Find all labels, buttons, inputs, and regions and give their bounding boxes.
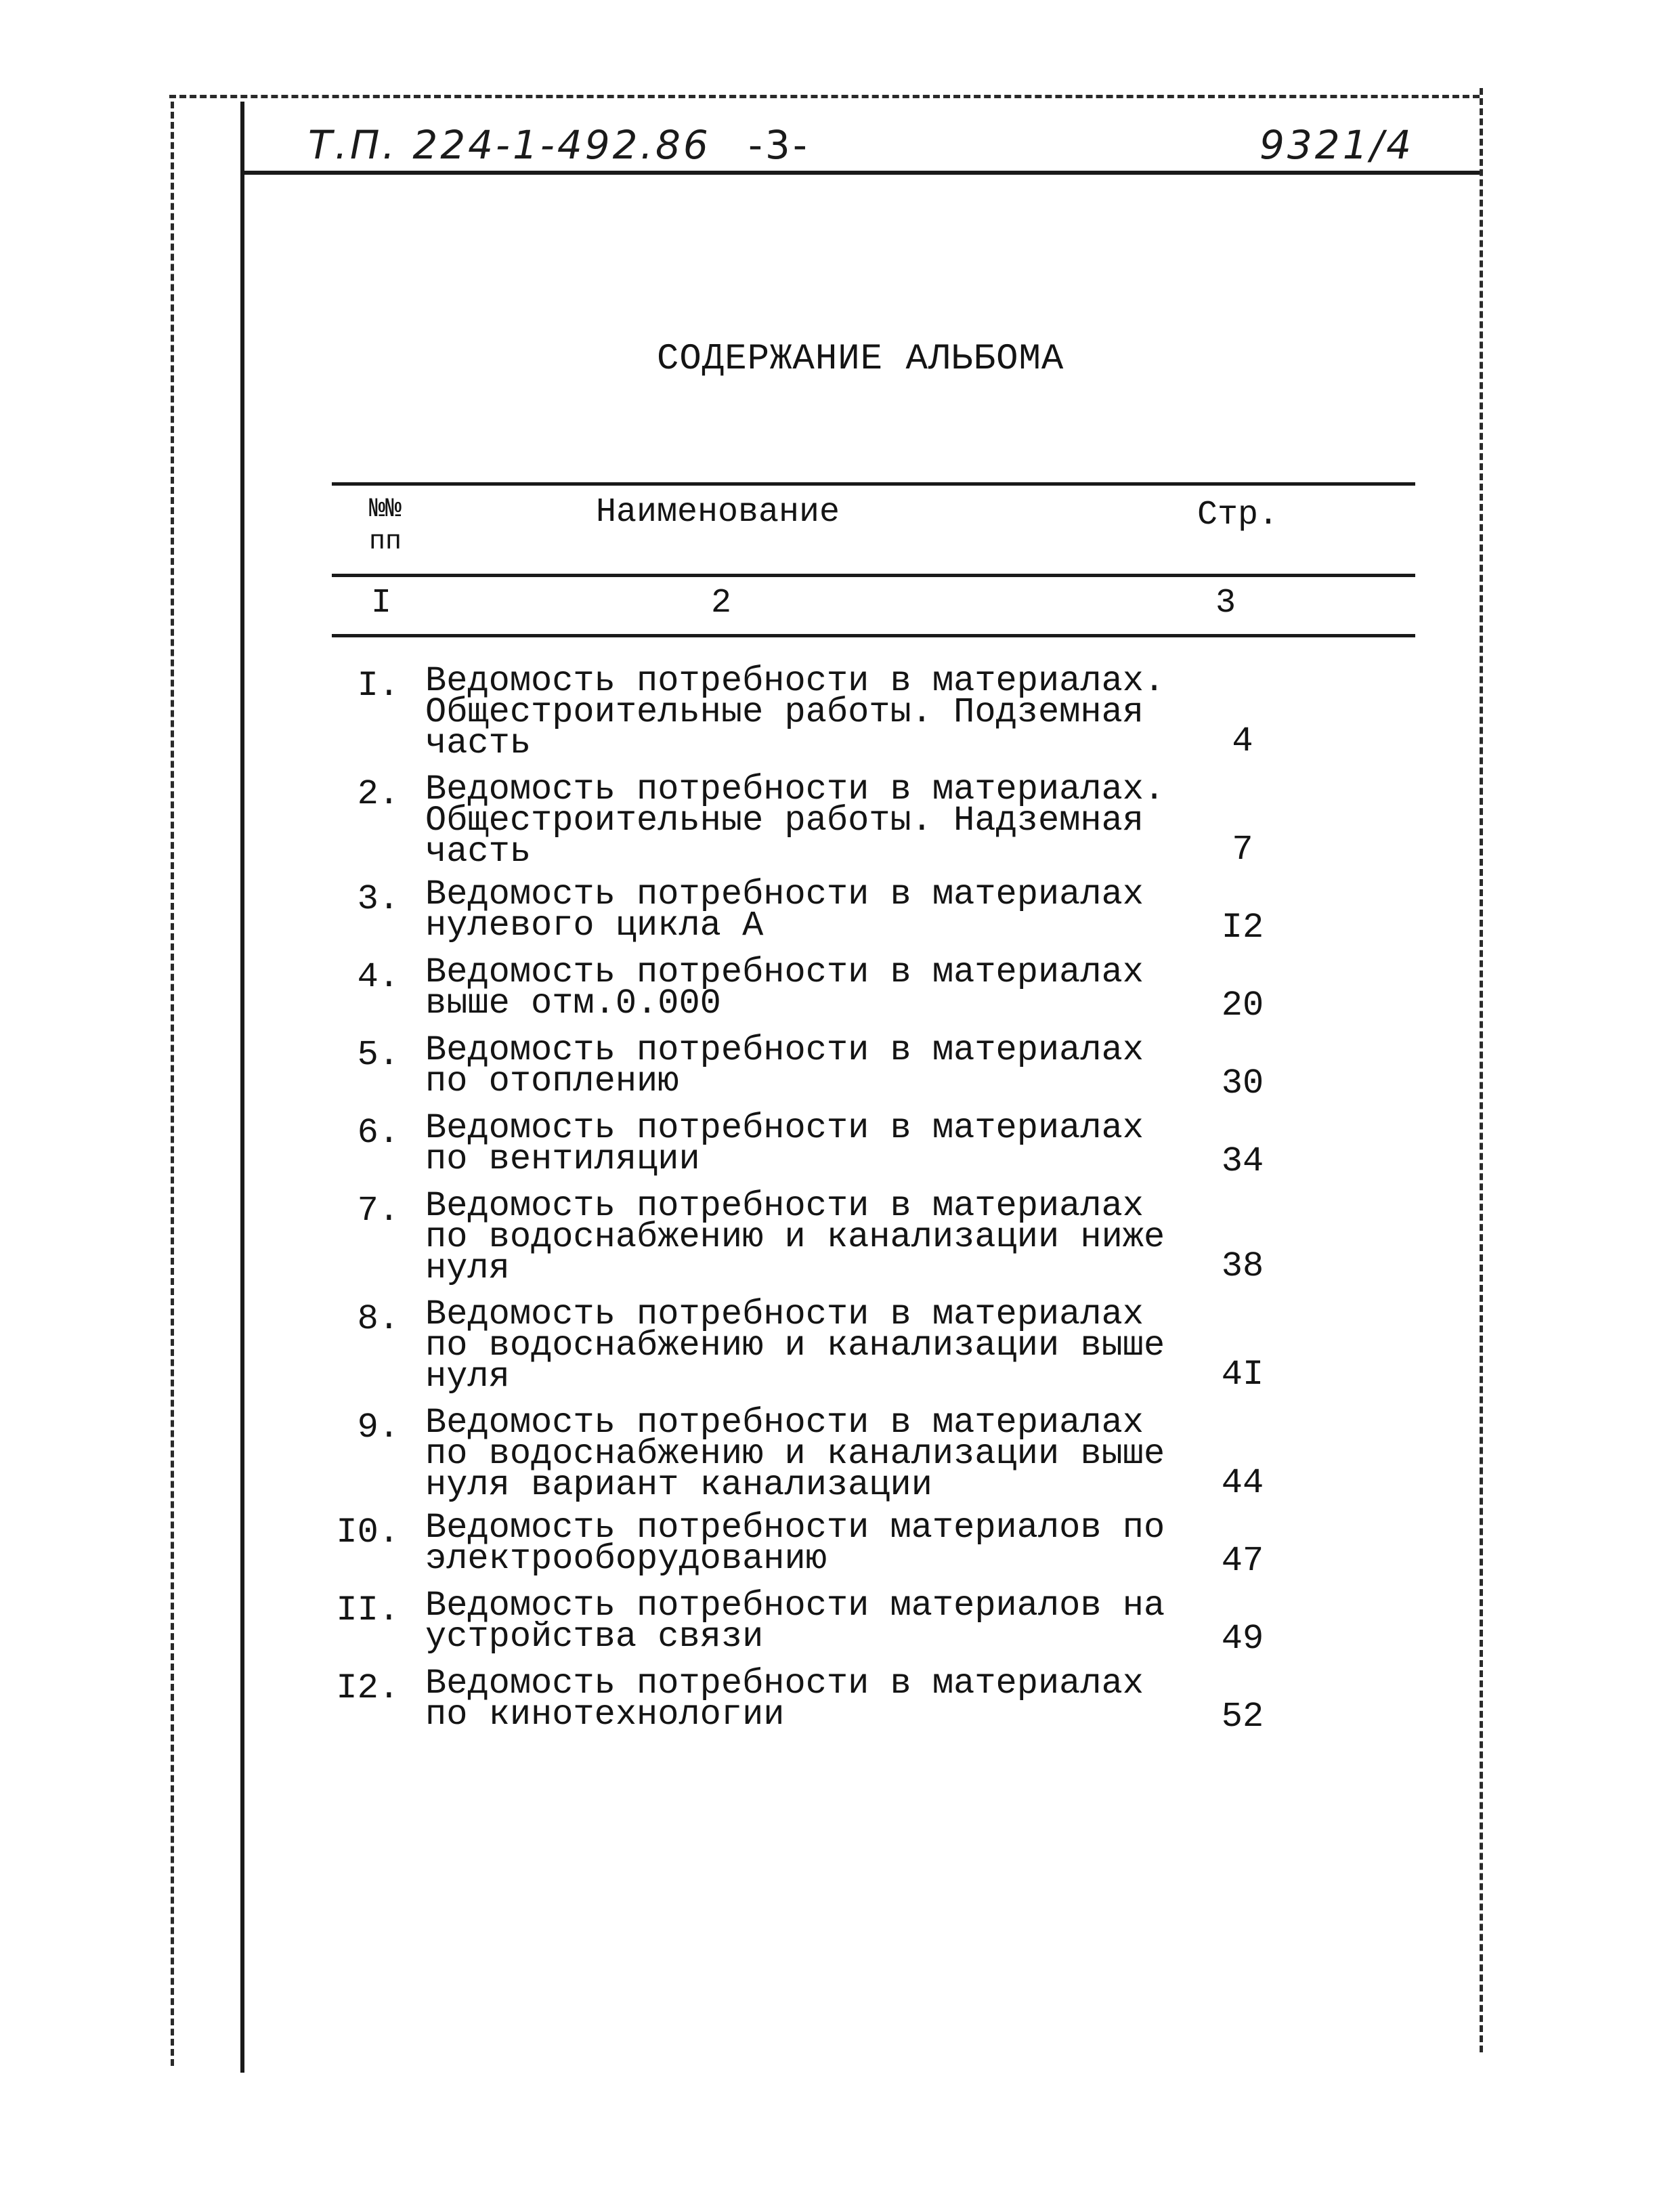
row-title: Ведомость потребности материалов на устройства связи bbox=[425, 1586, 1165, 1657]
header-left-tick bbox=[240, 102, 244, 175]
row-number: 9. bbox=[357, 1408, 400, 1447]
table-top-rule bbox=[332, 482, 1415, 486]
row-title: Ведомость потребности в материалах по отоплению bbox=[425, 1030, 1144, 1101]
row-title: Ведомость потребности в материалах по вентиляции bbox=[425, 1108, 1144, 1179]
column-name-header: Наименование bbox=[596, 493, 840, 532]
row-title: Ведомость потребности в материалах по водоснабжению и канализации выше нуля вариант канализации bbox=[425, 1403, 1165, 1505]
row-page: I2 bbox=[1221, 908, 1264, 948]
row-page: 20 bbox=[1221, 986, 1264, 1025]
row-page: 49 bbox=[1221, 1619, 1264, 1659]
row-title: Ведомость потребности материалов по электрооборудованию bbox=[425, 1508, 1165, 1579]
page-number: -3- bbox=[748, 122, 810, 168]
row-page: 47 bbox=[1221, 1541, 1264, 1581]
row-number: 6. bbox=[357, 1113, 400, 1153]
row-title: Ведомость потребности в материалах выше отм.0.000 bbox=[425, 952, 1144, 1023]
row-title: Ведомость потребности в материалах по кинотехнологии bbox=[425, 1664, 1144, 1735]
row-page: 38 bbox=[1221, 1246, 1264, 1286]
row-title: Ведомость потребности в материалах по водоснабжению и канализации ниже нуля bbox=[425, 1186, 1165, 1288]
row-page: 4I bbox=[1221, 1355, 1264, 1395]
row-title: Ведомость потребности в материалах по водоснабжению и канализации выше нуля bbox=[425, 1294, 1165, 1397]
row-page: 44 bbox=[1221, 1463, 1264, 1503]
column-page-header: Стр. bbox=[1197, 496, 1279, 534]
row-number: 8. bbox=[357, 1299, 400, 1339]
column-index-1: I bbox=[371, 584, 392, 622]
frame-left-line bbox=[240, 102, 244, 2073]
row-number: 7. bbox=[357, 1191, 400, 1231]
table-index-rule bbox=[332, 634, 1415, 637]
row-page: 52 bbox=[1221, 1697, 1264, 1737]
binding-edge-line bbox=[171, 102, 174, 2066]
row-page: 7 bbox=[1232, 830, 1253, 870]
column-number-header-line2: пп bbox=[369, 527, 402, 557]
row-number: 4. bbox=[357, 957, 400, 997]
row-number: II. bbox=[336, 1590, 400, 1630]
header-underline bbox=[240, 171, 1480, 175]
frame-right-line bbox=[1480, 88, 1483, 2052]
row-title: Ведомость потребности в материалах нулевого цикла А bbox=[425, 874, 1144, 946]
row-number: I2. bbox=[336, 1668, 400, 1708]
row-page: 4 bbox=[1232, 721, 1253, 761]
row-number: 5. bbox=[357, 1035, 400, 1075]
row-number: I0. bbox=[336, 1512, 400, 1552]
document-number: 9321/4 bbox=[1259, 122, 1415, 168]
row-title: Ведомость потребности в материалах. Общестроительные работы. Надземная часть bbox=[425, 769, 1165, 872]
row-page: 30 bbox=[1221, 1063, 1264, 1103]
column-number-header-line1: №№ bbox=[369, 494, 402, 525]
page-title: СОДЕРЖАНИЕ АЛЬБОМА bbox=[657, 339, 1064, 380]
row-number: 3. bbox=[357, 879, 400, 919]
row-number: I. bbox=[357, 666, 400, 706]
column-index-2: 2 bbox=[711, 584, 732, 622]
column-index-3: 3 bbox=[1215, 584, 1236, 622]
document-code: Т.П. 224-1-492.86 bbox=[308, 122, 711, 168]
row-number: 2. bbox=[357, 774, 400, 814]
row-title: Ведомость потребности в материалах. Общестроительные работы. Подземная часть bbox=[425, 661, 1165, 763]
frame-top-line bbox=[169, 95, 1480, 98]
row-page: 34 bbox=[1221, 1141, 1264, 1181]
table-header-rule bbox=[332, 574, 1415, 577]
